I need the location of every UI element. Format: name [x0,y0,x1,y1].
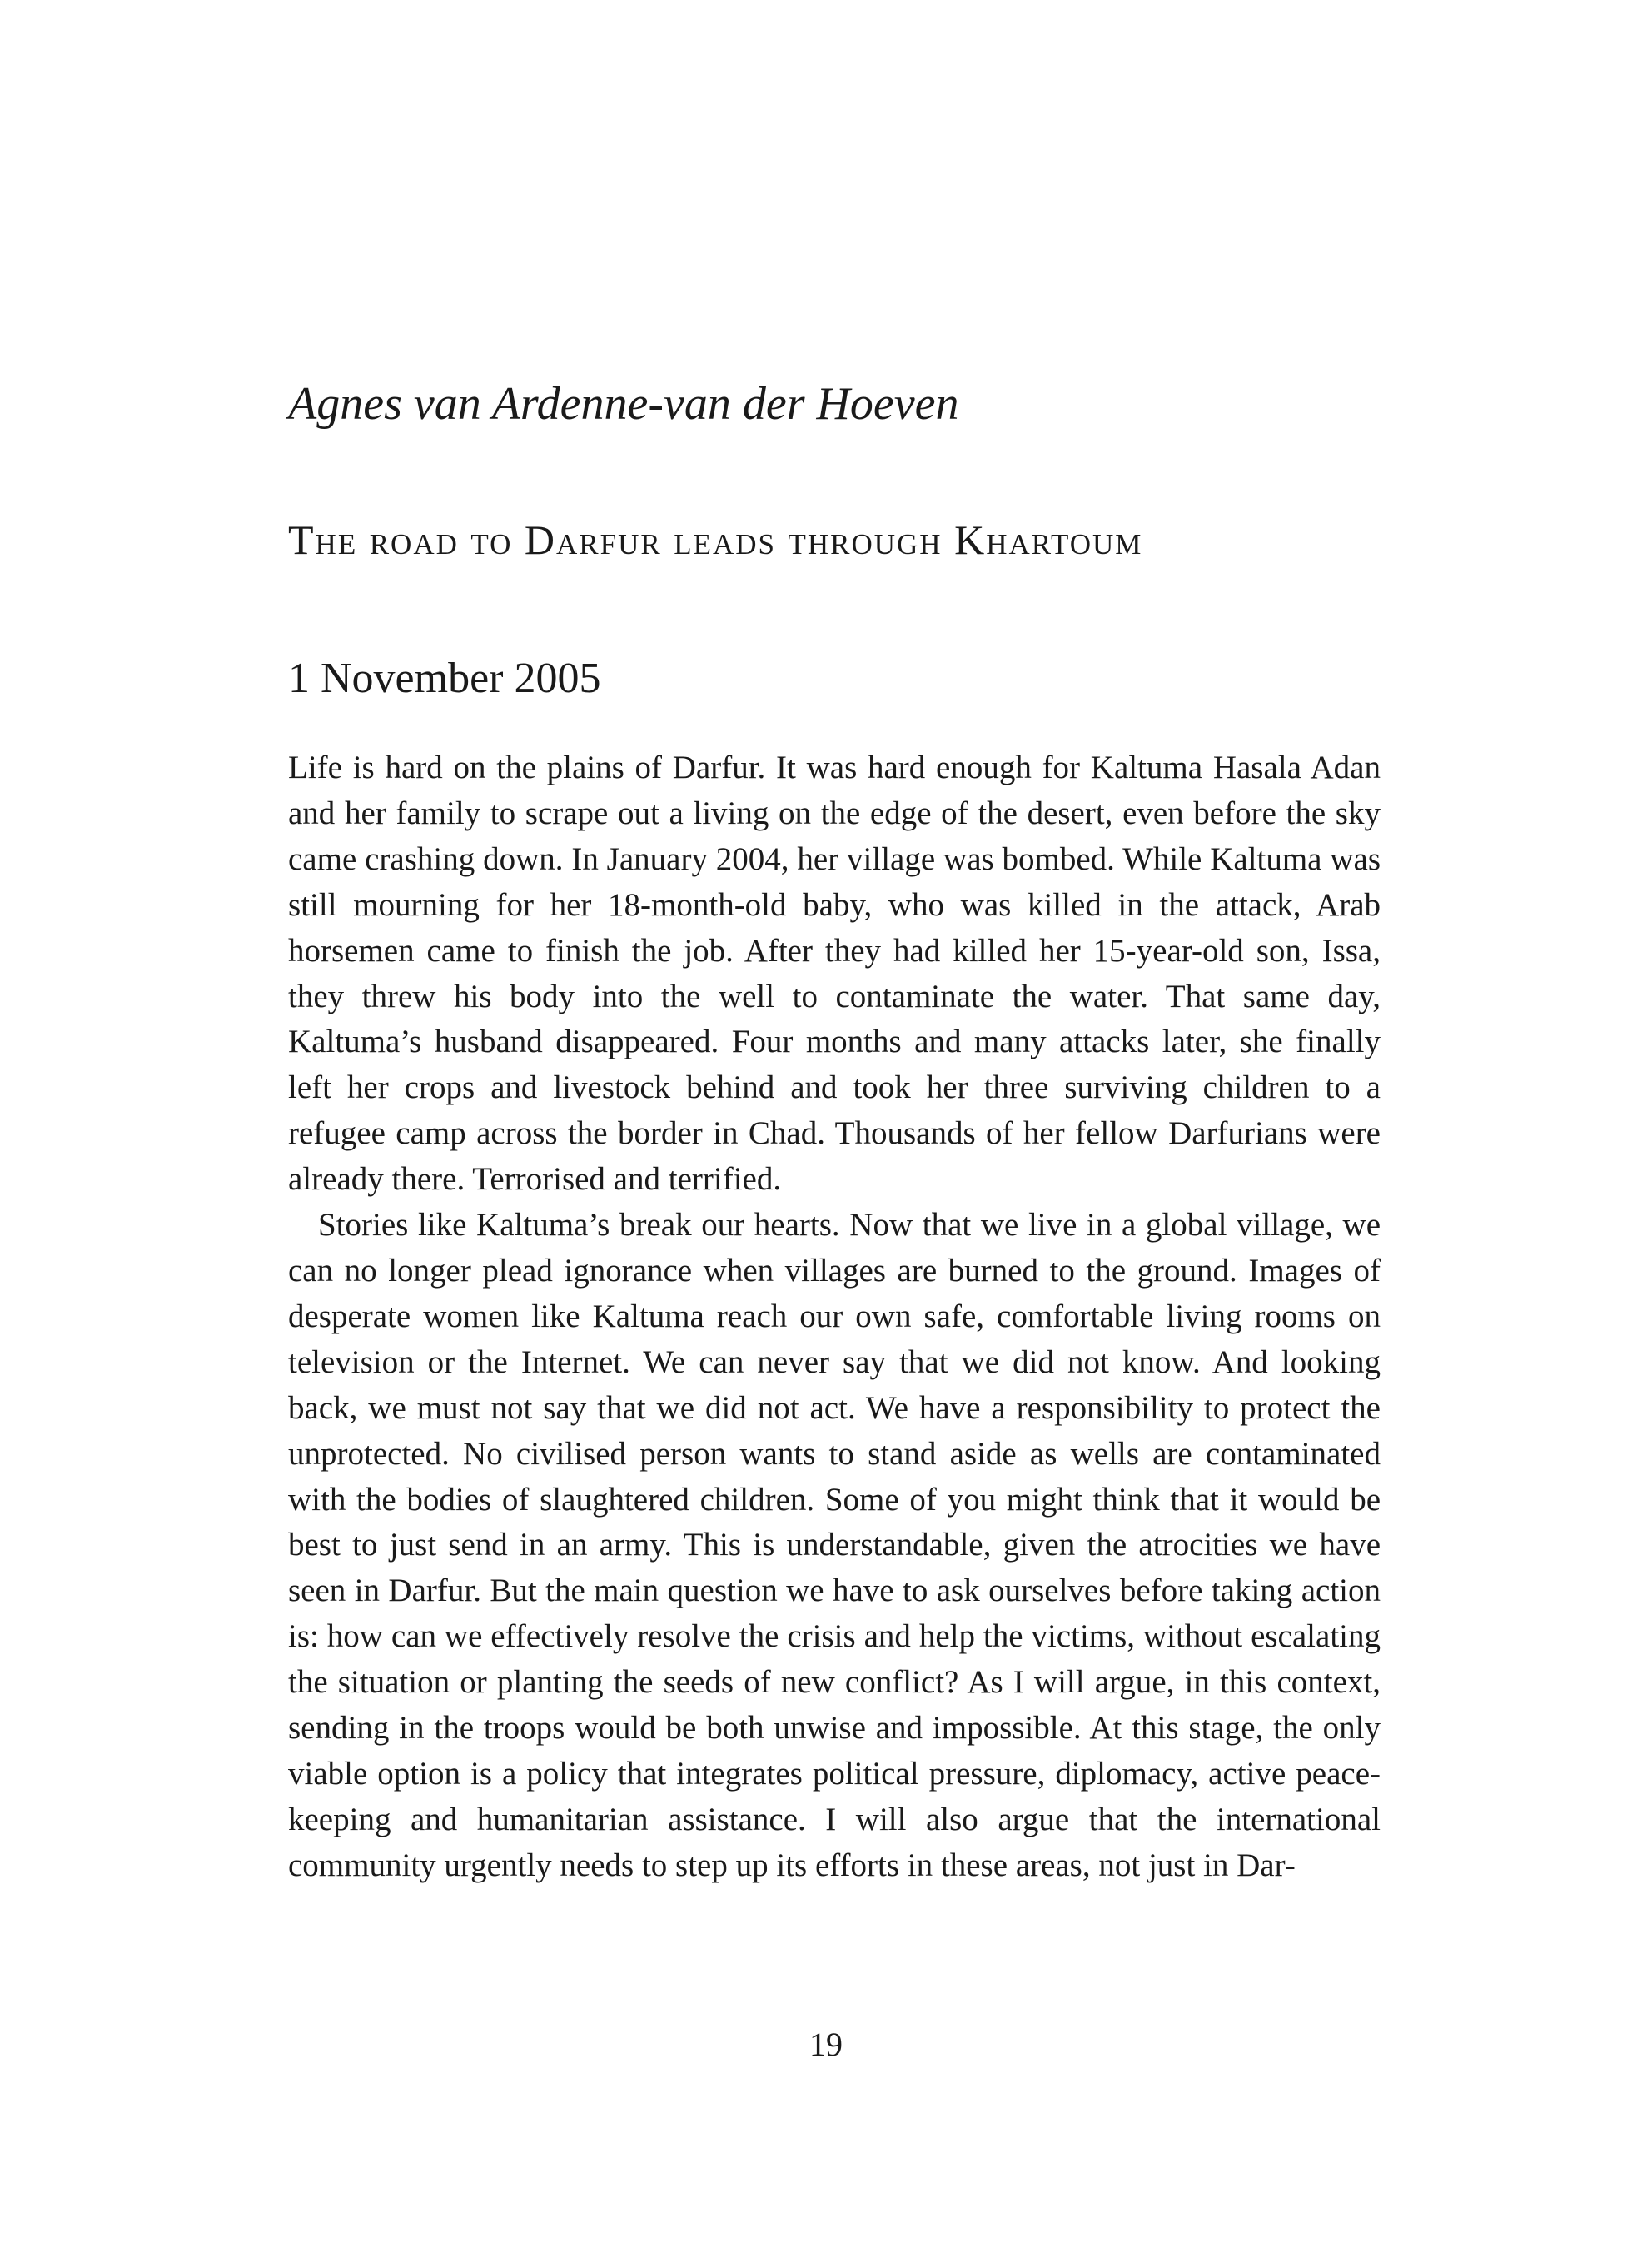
body-text [288,745,1381,1889]
author-name: Agnes van Ardenne-van der Hoeven [288,378,959,430]
speech-date: 1 November 2005 [288,655,601,702]
paragraph: Life is hard on the plains of Darfur. It was hard enough for Kaltuma Hasala Adan and her family to scrape out a living on the edge of the desert, even before the sky came crashing down. In January 2004, her village was bombed. While Kaltuma was still mourning for her 18-month-old baby, who was killed in the attack, Arab horsemen came to finish the job. After they had killed her 15-year-old son, Issa, they threw his body into the well to contaminate the water. That same day, Kaltuma’s husband disappeared. Four months and many attacks later, she finally left her crops and livestock behind and took her three surviving children to a refugee camp across the border in Chad. Thousands of her fellow Darfurians were already there. Terrorised and terrified. [288,750,1381,1198]
chapter-title: The road to Darfur leads through Khartoum [288,516,1143,563]
page-number: 19 [809,2026,843,2063]
paragraph: Stories like Kaltuma’s break our hearts. Now that we live in a global village, we can no longer plead ignorance when villages are burned to the ground. Images of desperate women like Kaltuma reach our own safe, comfortable living rooms on television or the Internet. We can never say that we did not know. And looking back, we must not say that we did not act. We have a responsibility to protect the unprotected. No civilised person wants to stand aside as wells are contaminated with the bodies of slaughtered children. Some of you might think that it would be best to just send in an army. This is understandable, given the atrocities we have seen in Darfur. But the main question we have to ask ourselves before taking action is: how can we effectively resolve the crisis and help the victims, without escalating the situation or planting the seeds of new conflict? As I will argue, in this context, sending in the troops would be both unwise and impossible. At this stage, the only viable option is a policy that integrates political pressure, diplomacy, active peacekeeping and humanitarian assistance. I will also argue that the international community urgently needs to step up its efforts in these areas, not just in Dar- [288,1207,1381,1883]
